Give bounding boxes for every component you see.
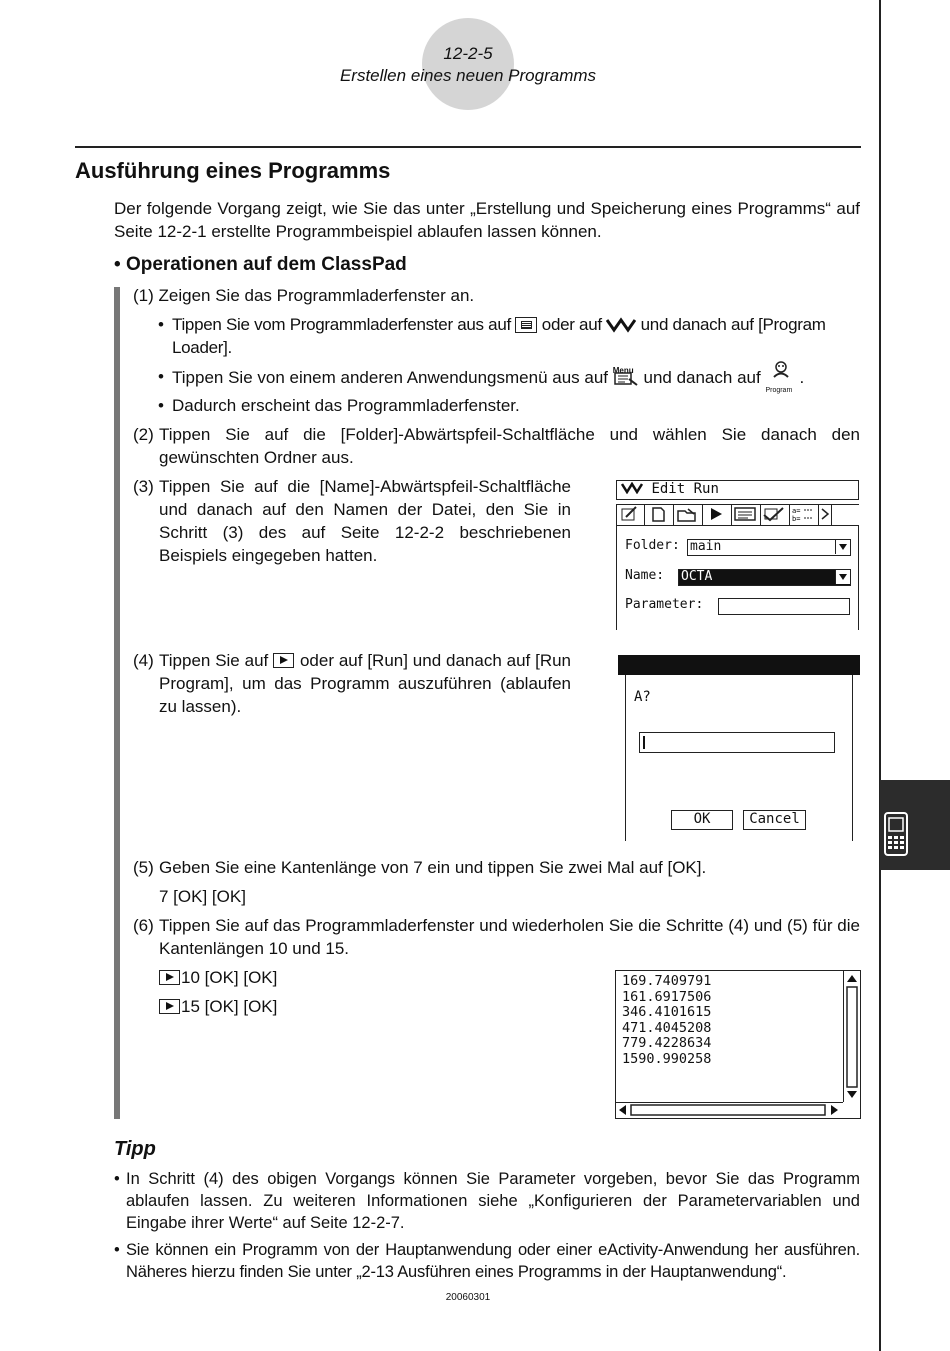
bullet-dot: • xyxy=(158,396,164,415)
bullet-dot: • xyxy=(158,367,164,386)
bullet-1-post: und danach auf [Program Loader]. xyxy=(172,315,826,357)
program-icon-label: Program xyxy=(765,387,793,394)
variable-list-icon[interactable] xyxy=(790,505,819,525)
cancel-button[interactable]: Cancel xyxy=(743,810,806,830)
calculator-icon xyxy=(880,780,950,870)
loader-body xyxy=(616,526,859,630)
page-number: 12-2-5 xyxy=(443,44,493,63)
output-line: 471.4045208 xyxy=(622,1019,712,1036)
menu-grid-icon xyxy=(613,371,639,387)
loader-menubar[interactable] xyxy=(616,480,859,500)
open-folder-icon[interactable] xyxy=(674,505,703,525)
text-window-icon[interactable] xyxy=(732,505,761,525)
tip-item-1 xyxy=(114,1168,860,1234)
input-dialog-screen xyxy=(618,655,860,841)
keys-text: 15 [OK] [OK] xyxy=(181,997,278,1016)
step-number: (1) xyxy=(133,286,154,305)
step-text: Geben Sie eine Kantenlänge von 7 ein und tippen Sie zwei Mal auf [OK]. xyxy=(159,858,707,877)
step-4-pre: Tippen Sie auf xyxy=(159,651,269,670)
step-text: Tippen Sie auf die [Name]-Abwärtspfeil-Schaltfläche und danach auf den Namen der Datei, den Sie in Schritt (3) des auf Seite 12-2-2 beschriebenen Beispiels eingegeben hatten. xyxy=(159,477,571,565)
subheading: • Operationen auf dem ClassPad xyxy=(114,254,407,275)
tip-text: Sie können ein Programm von der Hauptanwendung oder einer eActivity-Anwendung her ausführen. Näheres hierzu finden Sie unter „2-13 Ausführen eines Programms in der Hauptanwendung“. xyxy=(126,1241,860,1281)
program-window-icon[interactable] xyxy=(515,317,537,333)
new-file-icon[interactable] xyxy=(645,505,674,525)
menu-icon-label: Menu xyxy=(612,366,634,375)
dialog-prompt: A? xyxy=(634,689,651,705)
menu-arrow-icon[interactable] xyxy=(621,482,643,494)
section-title: Erstellen eines neuen Programms xyxy=(339,66,597,85)
scroll-down-icon xyxy=(847,1091,857,1098)
run-key-icon[interactable] xyxy=(159,970,180,985)
step-4 xyxy=(133,649,571,718)
menu-arrow-icon[interactable] xyxy=(606,317,636,333)
folder-select[interactable] xyxy=(687,539,851,556)
name-label: Name: xyxy=(625,568,665,583)
program-loader-screen xyxy=(616,480,860,630)
title-rule xyxy=(75,146,861,148)
step-number: (6) xyxy=(133,916,154,935)
text-cursor xyxy=(643,736,645,749)
scroll-left-icon xyxy=(619,1105,626,1115)
tip-heading: Tipp xyxy=(114,1138,156,1160)
toolbar-scroll-icon[interactable] xyxy=(819,505,832,525)
chevron-down-icon[interactable] xyxy=(835,570,850,584)
menubar-text: Edit Run xyxy=(651,481,719,497)
output-screen xyxy=(615,970,861,1119)
step-6 xyxy=(133,914,860,960)
chevron-down-icon[interactable] xyxy=(835,540,850,554)
dialog-input[interactable] xyxy=(639,732,835,753)
dialog-border-left xyxy=(618,675,626,841)
step-1 xyxy=(133,284,860,307)
bullet-2-text xyxy=(172,365,860,394)
margin-rule xyxy=(879,0,881,1351)
output-line: 779.4228634 xyxy=(622,1035,712,1051)
vertical-scrollbar[interactable] xyxy=(843,971,860,1102)
output-line: 169.7409791 xyxy=(622,973,712,989)
bullet-2-pre: Tippen Sie von einem anderen Anwendungsmenü aus auf xyxy=(172,368,609,387)
name-value: OCTA xyxy=(681,569,713,584)
program-app-icon[interactable] xyxy=(765,365,799,394)
step-6-keys-2 xyxy=(159,995,277,1018)
output-line: 161.6917506 xyxy=(622,988,712,1005)
step-number: (2) xyxy=(133,425,154,444)
bullet-1-mid: oder auf xyxy=(541,315,602,334)
intro-text: Der folgende Vorgang zeigt, wie Sie das unter „Erstellung und Speicherung eines Programms“ auf Seite 12-2-1 erstellte Programmbeispiel ablaufen lassen können. xyxy=(114,199,860,241)
output-line: 1590.990258 xyxy=(622,1050,712,1067)
output-line: 346.4101615 xyxy=(622,1004,712,1020)
bullet-2-mid: und danach auf xyxy=(643,368,761,387)
subheading-text: Operationen auf dem ClassPad xyxy=(125,254,407,275)
parameter-input[interactable] xyxy=(718,598,850,615)
step-text xyxy=(159,649,571,718)
chapter-tab xyxy=(880,780,950,870)
name-select[interactable] xyxy=(678,569,851,586)
graph-check-icon[interactable] xyxy=(761,505,790,525)
keys-text: 10 [OK] [OK] xyxy=(181,968,278,987)
step-number: (5) xyxy=(133,858,154,877)
run-key-icon[interactable] xyxy=(273,653,294,668)
tip-text: In Schritt (4) des obigen Vorgangs können Sie Parameter vorgeben, bevor Sie das Programm ablaufen lassen. Zu weiteren Informationen siehe „Konfigurieren der Parametervariablen und Eingabe ihrer Werte“ auf Seite 12-2-7. xyxy=(126,1170,860,1232)
svg-text:a=: a= xyxy=(792,507,801,515)
dialog-border-right xyxy=(852,675,860,841)
edit-icon[interactable] xyxy=(616,505,645,525)
bullet-1-text xyxy=(172,313,860,359)
menu-icon[interactable] xyxy=(613,365,639,387)
run-key-icon[interactable] xyxy=(159,999,180,1014)
step-5-keys: 7 [OK] [OK] xyxy=(159,887,246,906)
scroll-right-icon xyxy=(831,1105,838,1115)
output-lines xyxy=(622,974,711,1067)
bullet-3 xyxy=(158,394,860,417)
bullet-1-pre: Tippen Sie vom Programmladerfenster aus auf xyxy=(172,315,511,334)
step-5 xyxy=(133,856,860,879)
step-6-keys-1 xyxy=(159,966,277,989)
step-text: Tippen Sie auf die [Folder]-Abwärtspfeil-Schaltfläche und wählen Sie danach den gewünschten Ordner aus. xyxy=(159,425,860,467)
procedure-bar xyxy=(114,287,120,1119)
horizontal-scrollbar[interactable] xyxy=(616,1102,843,1118)
run-icon[interactable] xyxy=(703,505,732,525)
step-3 xyxy=(133,475,571,567)
folder-value: main xyxy=(690,539,722,554)
tip-item-2 xyxy=(114,1239,860,1283)
bullet-dot: • xyxy=(158,315,164,334)
step-number: (3) xyxy=(133,477,154,496)
step-4-post: oder auf [Run] und danach auf [Run Program], um das Programm auszuführen (ablaufen zu lassen). xyxy=(159,651,572,716)
step-text: Zeigen Sie das Programmladerfenster an. xyxy=(158,286,475,305)
step-text: Tippen Sie auf das Programmladerfenster und wiederholen Sie die Schritte (4) und (5) für die Kantenlängen 10 und 15. xyxy=(159,916,860,958)
bullet-2 xyxy=(158,365,860,394)
program-figure-icon xyxy=(771,361,805,379)
bullet-3-text: Dadurch erscheint das Programmladerfenster. xyxy=(172,396,520,415)
bullet-dot: • xyxy=(114,1241,120,1259)
dialog-titlebar xyxy=(618,655,860,675)
loader-toolbar xyxy=(616,504,859,526)
svg-text:b=: b= xyxy=(792,515,801,523)
parameter-label: Parameter: xyxy=(625,597,704,612)
scroll-up-icon xyxy=(847,975,857,982)
step-2 xyxy=(133,423,860,469)
folder-label: Folder: xyxy=(625,538,680,553)
header-circle xyxy=(422,18,514,110)
bullet-dot: • xyxy=(114,1170,120,1188)
ok-button[interactable]: OK xyxy=(671,810,733,830)
page-title: Ausführung eines Programms xyxy=(75,158,391,183)
footer-code: 20060301 xyxy=(445,1292,491,1303)
bullet-1 xyxy=(158,313,860,359)
bullet-2-post: . xyxy=(799,368,805,387)
step-number: (4) xyxy=(133,651,154,670)
